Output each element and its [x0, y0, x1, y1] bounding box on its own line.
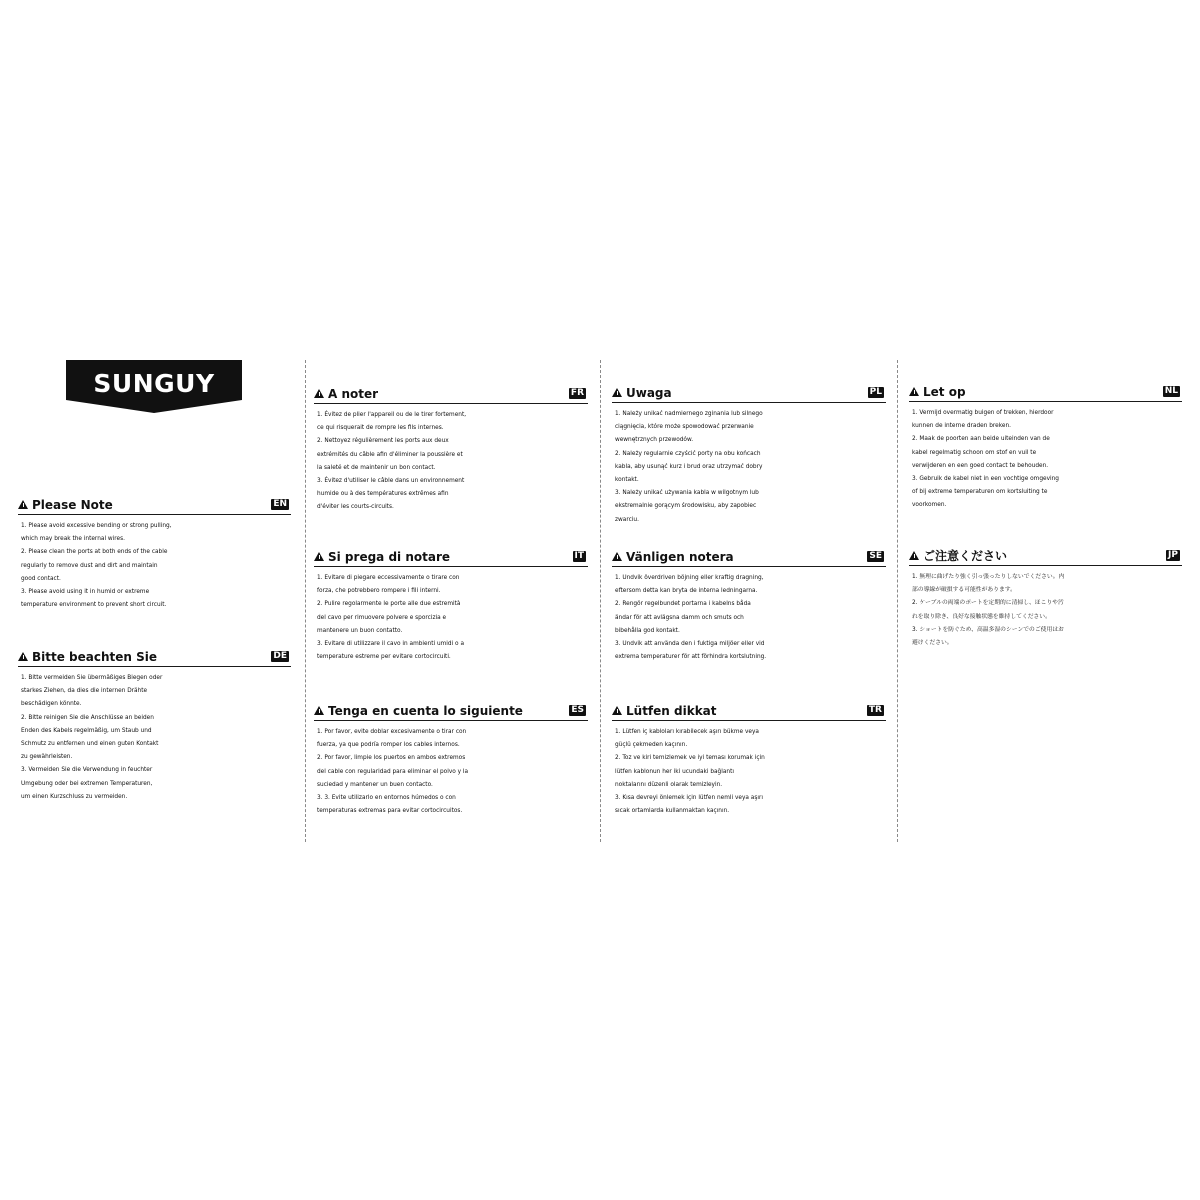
text-line: 1. 無理に曲げたり強く引っ張ったりしないでください。内 [912, 574, 1065, 580]
section-header [612, 385, 886, 403]
text-line: 3. Gebruik de kabel niet in een vochtige omgeving [912, 476, 1059, 483]
text-line: verwijderen en een goed contact te behouden. [912, 462, 1049, 469]
language-badge: PL [869, 387, 882, 397]
text-line: bibehålla god kontakt. [615, 627, 680, 634]
column-divider [897, 360, 898, 842]
section-title: Let op [923, 385, 966, 399]
language-badge: IT [574, 551, 584, 561]
warning-icon [314, 389, 324, 398]
text-line: 2. Bitte reinigen Sie die Anschlüsse an beiden [21, 714, 154, 721]
text-line: good contact. [21, 575, 61, 582]
warning-icon [18, 500, 28, 509]
text-line: Schmutz zu entfernen und einen guten Kontakt [21, 741, 159, 748]
text-line: extrémités du câble afin d'éliminer la poussière et [317, 451, 463, 458]
section-body [612, 567, 886, 664]
warning-icon [612, 388, 622, 397]
section-header [909, 548, 1182, 566]
logo-text: SUNGUY [93, 369, 215, 398]
section-header [18, 649, 291, 667]
section-body [18, 667, 291, 804]
text-line: 2. Pulire regolarmente le porte alle due estremità [317, 601, 461, 608]
text-line: 1. Vermijd overmatig buigen of trekken, hierdoor [912, 410, 1054, 416]
text-line: れを取り除き、良好な接触状態を維持してください。 [912, 613, 1051, 620]
text-line: suciedad y mantener un buen contacto. [317, 781, 433, 788]
text-line: 2. Maak de poorten aan beide uiteinden van de [912, 436, 1050, 443]
language-badge: DE [273, 651, 287, 661]
text-line: 避けください。 [912, 640, 953, 647]
text-line: zwarciu. [615, 516, 639, 523]
warning-icon [314, 552, 324, 561]
text-line: temperaturas extremas para evitar cortocircuitos. [317, 808, 463, 815]
text-line: kabla, aby usunąć kurz i brud oraz utrzymać dobry [615, 463, 763, 470]
text-line: 1. Bitte vermeiden Sie übermäßiges Biegen oder [21, 675, 163, 681]
section-header [18, 497, 291, 515]
text-line: 3. Evitare di utilizzare il cavo in ambienti umidi o a [317, 641, 464, 648]
text-line: temperature estreme per evitare cortocircuiti. [317, 654, 451, 661]
text-line: which may break the internal wires. [21, 536, 125, 543]
section-body [314, 567, 588, 664]
text-line: 2. Por favor, limpie los puertos en ambos extremos [317, 755, 466, 762]
section-title: Please Note [32, 498, 113, 512]
language-badge: NL [1164, 386, 1178, 396]
section-title: Si prega di notare [328, 550, 451, 564]
text-line: fuerza, ya que podría romper los cables internos. [317, 742, 460, 749]
text-line: del cavo per rimuovere polvere e sporcizia e [317, 614, 447, 621]
text-line: beschädigen könnte. [21, 701, 82, 708]
text-line: starkes Ziehen, da dies die internen Drähte [21, 688, 148, 695]
text-line: kabel regelmatig schoon om stof en vuil te [912, 449, 1037, 456]
text-line: regularly to remove dust and dirt and maintain [21, 562, 158, 569]
section-header [314, 549, 588, 567]
section-header [612, 703, 886, 721]
text-line: 3. Please avoid using it in humid or extreme [21, 589, 150, 596]
brand-logo [66, 360, 242, 413]
section-tr [612, 703, 886, 818]
text-line: 1. Por favor, evite doblar excesivamente o tirar con [317, 729, 467, 735]
section-body [612, 721, 886, 818]
text-line: 3. Vermeiden Sie die Verwendung in feuchter [21, 767, 153, 774]
text-line: 1. Evitare di piegare eccessivamente o tirare con [317, 575, 460, 581]
section-en [18, 497, 291, 612]
text-line: 3. Należy unikać używania kabla w wilgotnym lub [615, 490, 759, 497]
language-badge: TR [868, 705, 882, 715]
warning-icon [909, 551, 919, 560]
text-line: 2. Toz ve kiri temizlemek ve iyi teması korumak için [615, 755, 765, 762]
section-jp [909, 548, 1182, 650]
section-header [314, 703, 588, 721]
text-line: noktalarını düzenli olarak temizleyin. [615, 781, 723, 788]
language-badge: FR [570, 388, 584, 398]
text-line: ekstremalnie gorącym środowisku, aby zapobiec [615, 503, 757, 510]
warning-icon [909, 387, 919, 396]
text-line: zu gewährleisten. [21, 754, 73, 761]
section-de [18, 649, 291, 804]
section-nl [909, 384, 1182, 513]
warning-icon [612, 706, 622, 715]
text-line: d'éviter les courts-circuits. [317, 504, 394, 511]
text-line: 部の導線が破損する可能性があります。 [912, 587, 1016, 594]
text-line: 2. Please clean the ports at both ends of the cable [21, 549, 168, 556]
text-line: 1. Undvik överdriven böjning eller kraftig dragning, [615, 575, 764, 581]
text-line: voorkomen. [912, 502, 947, 509]
section-title: Tenga en cuenta lo siguiente [328, 704, 523, 718]
section-body [909, 566, 1182, 650]
text-line: kontakt. [615, 477, 639, 484]
warning-icon [18, 652, 28, 661]
text-line: 1. Évitez de plier l'appareil ou de le tirer fortement, [317, 412, 467, 418]
text-line: Umgebung oder bei extremen Temperaturen, [21, 780, 153, 787]
section-header [909, 384, 1182, 402]
text-line: eftersom detta kan bryta de interna ledningarna. [615, 588, 758, 595]
language-badge: EN [273, 499, 287, 509]
section-title: A noter [328, 387, 379, 401]
section-body [314, 721, 588, 818]
text-line: 1. Należy unikać nadmiernego zginania lub silnego [615, 411, 763, 417]
text-line: wewnętrznych przewodów. [615, 437, 694, 444]
text-line: 2. Rengör regelbundet portarna i kabelns båda [615, 601, 751, 608]
section-title: Uwaga [626, 386, 672, 400]
text-line: mantenere un buon contatto. [317, 627, 403, 634]
text-line: um einen Kurzschluss zu vermeiden. [21, 793, 128, 800]
text-line: 1. Lütfen iç kabloları kırabilecek aşırı bükme veya [615, 729, 759, 735]
section-title: ご注意ください [923, 549, 1008, 563]
section-se [612, 549, 886, 664]
section-es [314, 703, 588, 818]
section-body [18, 515, 291, 612]
section-body [612, 403, 886, 527]
text-line: la saleté et de maintenir un bon contact. [317, 464, 436, 471]
language-badge: ES [571, 705, 584, 715]
text-line: ändar för att avlägsna damm och smuts och [615, 614, 744, 621]
text-line: 2. Należy regularnie czyścić porty na obu końcach [615, 450, 761, 457]
text-line: 2. Nettoyez régulièrement les ports aux deux [317, 438, 449, 445]
language-badge: JP [1168, 550, 1178, 560]
section-title: Lütfen dikkat [626, 704, 717, 718]
text-line: del cable con regularidad para eliminar el polvo y la [317, 768, 469, 775]
section-body [909, 402, 1182, 513]
column-divider [305, 360, 306, 842]
text-line: 1. Please avoid excessive bending or strong pulling, [21, 523, 172, 529]
text-line: humide ou à des températures extrêmes afin [317, 491, 449, 498]
text-line: 3. Évitez d'utiliser le câble dans un environnement [317, 478, 465, 485]
text-line: forza, che potrebbero rompere i fili interni. [317, 588, 441, 595]
text-line: Enden des Kabels regelmäßig, um Staub und [21, 727, 152, 734]
section-it [314, 549, 588, 664]
text-line: lütfen kablonun her iki ucundaki bağlantı [615, 768, 734, 775]
section-header [314, 386, 588, 404]
text-line: 3. Undvik att använda den i fuktiga miljöer eller vid [615, 641, 765, 648]
text-line: ciągnięcia, które może spowodować przerwanie [615, 424, 754, 431]
text-line: güçlü çekmeden kaçının. [615, 742, 688, 749]
text-line: sıcak ortamlarda kullanmaktan kaçının. [615, 808, 730, 815]
text-line: 3. Kısa devreyi önlemek için lütfen nemli veya aşırı [615, 795, 763, 802]
text-line: 2. ケーブルの両端のポートを定期的に清掃し、ほこりや汚 [912, 600, 1064, 607]
text-line: kunnen de interne draden breken. [912, 423, 1011, 430]
section-header [612, 549, 886, 567]
section-pl [612, 385, 886, 527]
section-fr [314, 386, 588, 515]
text-line: 3. ショートを防ぐため、高温多湿のシーンでのご使用はお [912, 626, 1064, 633]
text-line: ce qui risquerait de rompre les fils internes. [317, 425, 444, 432]
text-line: of bij extreme temperaturen om kortsluiting te [912, 489, 1048, 496]
language-badge: SE [869, 551, 882, 561]
column-divider [600, 360, 601, 842]
text-line: extrema temperaturer för att förhindra kortslutning. [615, 654, 767, 661]
section-body [314, 404, 588, 515]
text-line: temperature environment to prevent short circuit. [21, 602, 167, 609]
section-title: Vänligen notera [626, 550, 734, 564]
section-title: Bitte beachten Sie [32, 650, 158, 664]
text-line: 3. 3. Evite utilizarlo en entornos húmedos o con [317, 795, 456, 802]
warning-icon [314, 706, 324, 715]
warning-icon [612, 552, 622, 561]
